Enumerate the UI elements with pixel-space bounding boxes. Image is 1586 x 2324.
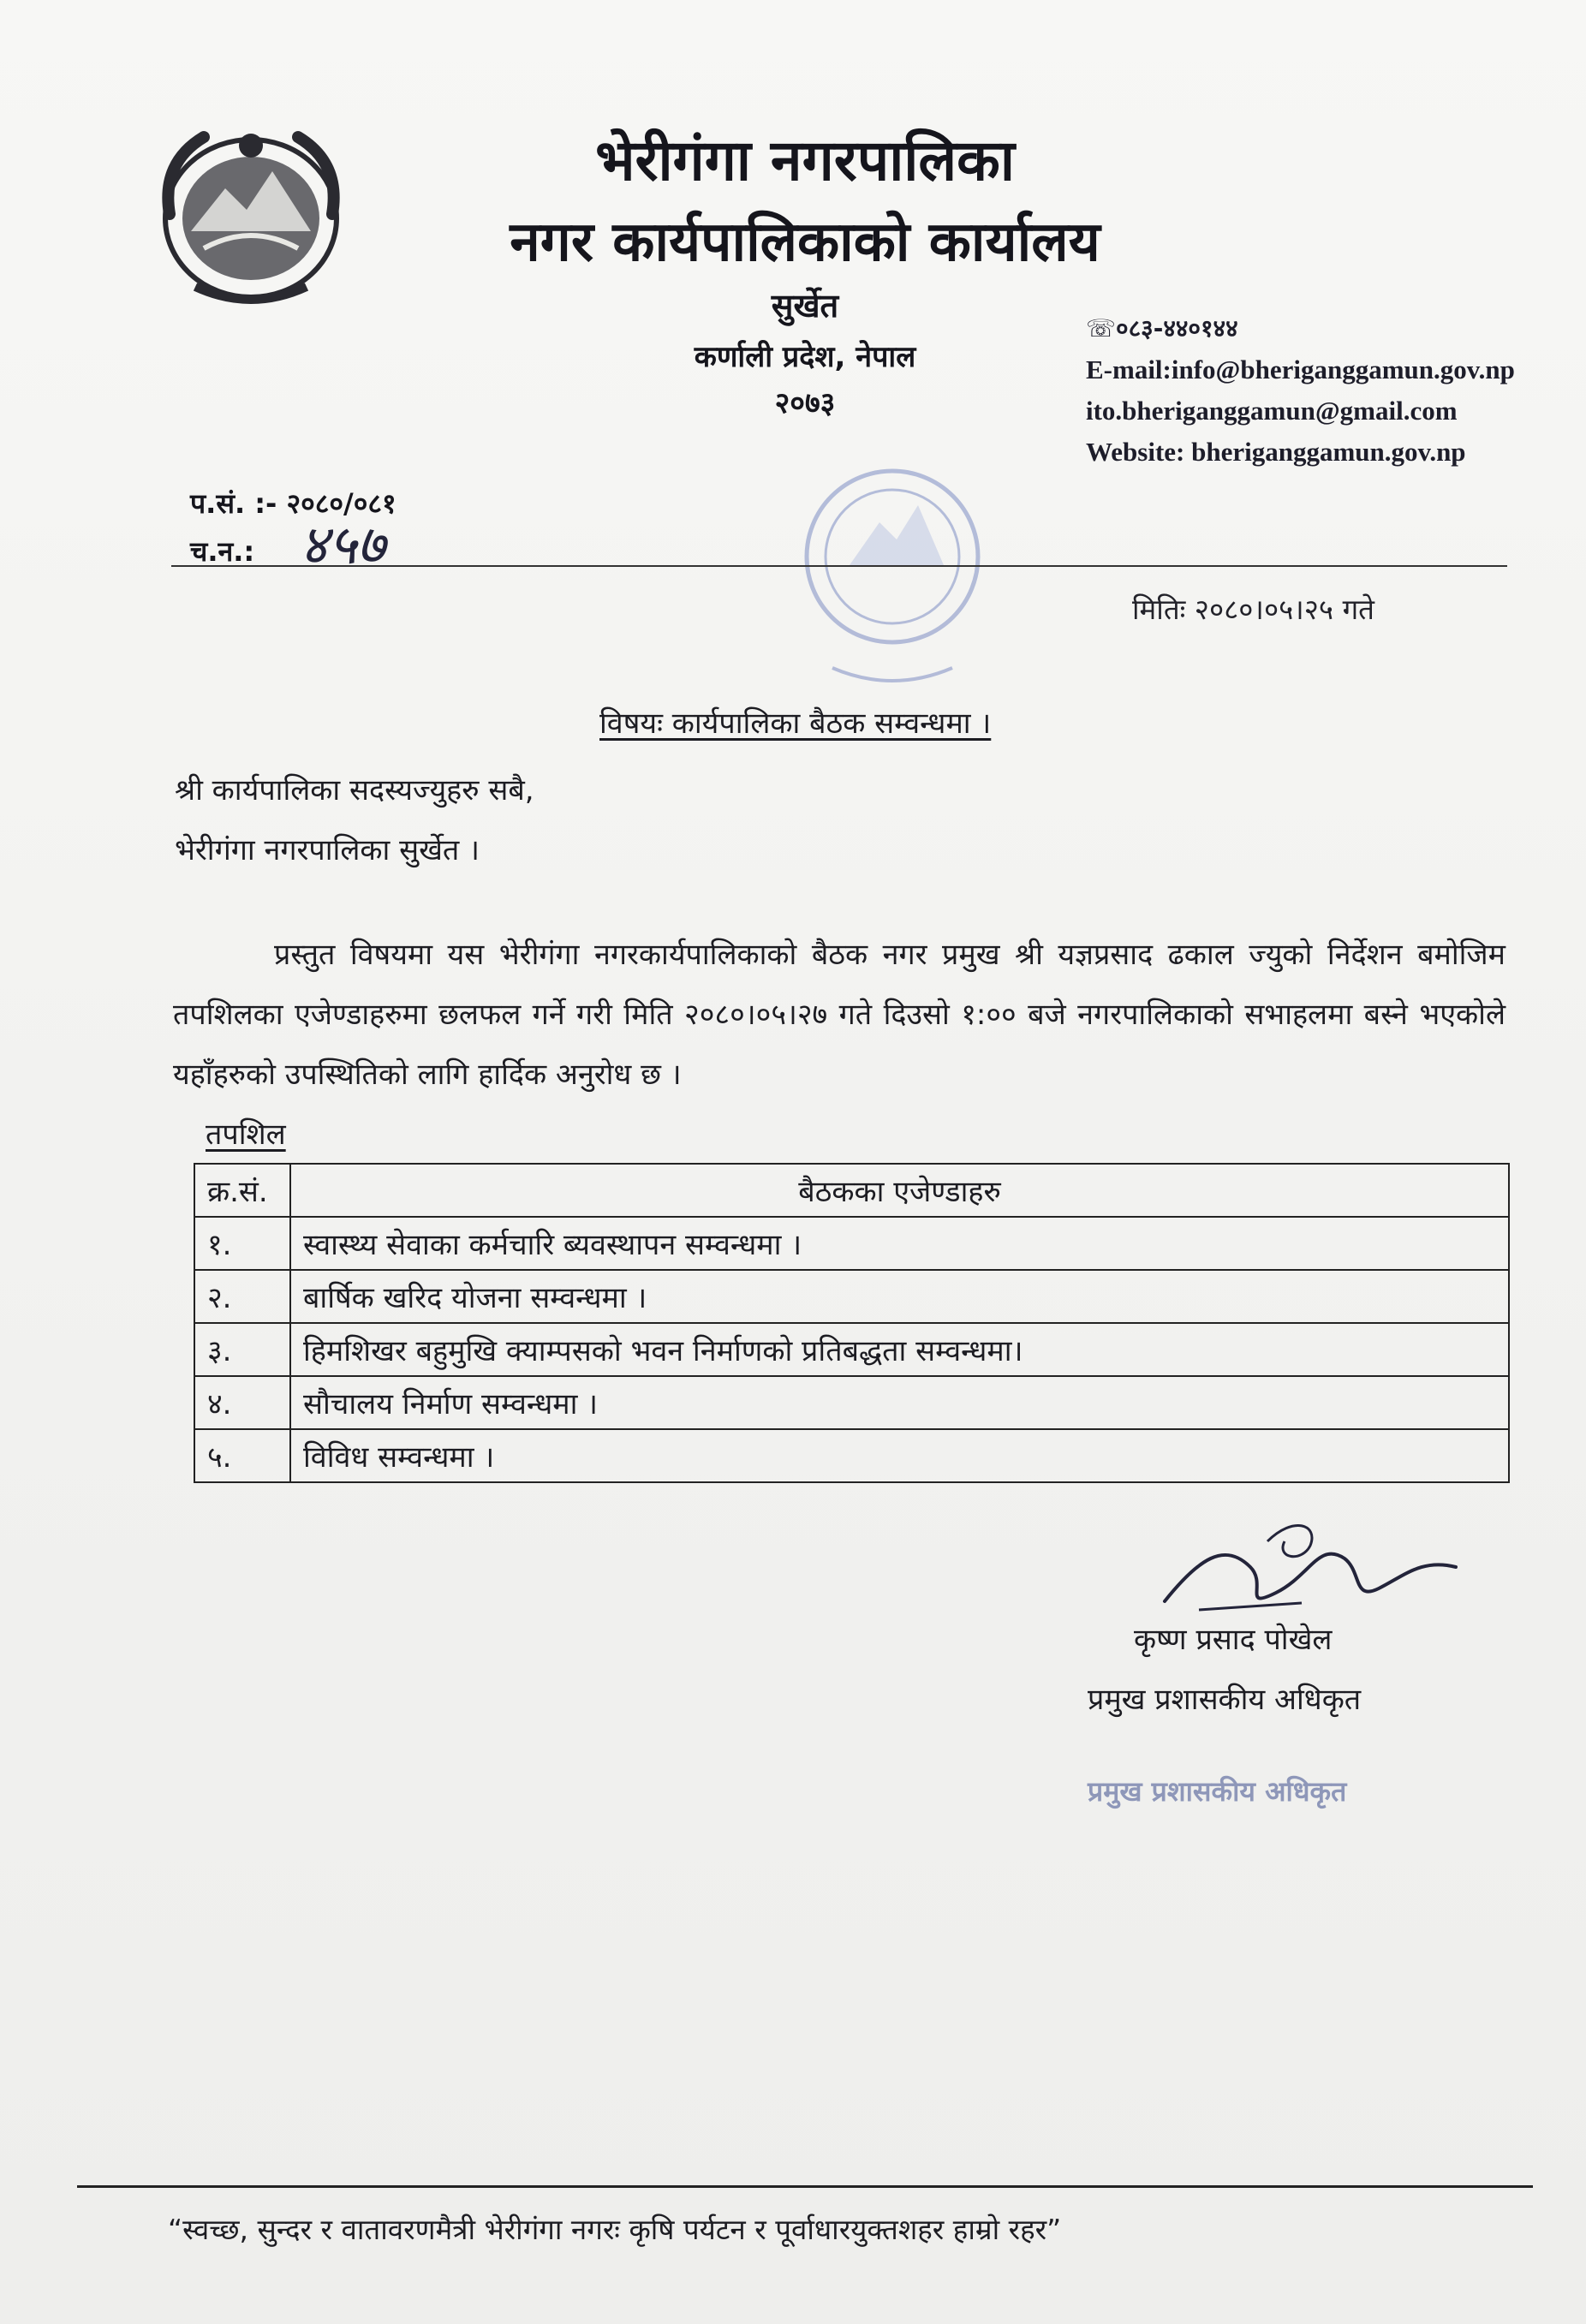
footer-divider: [77, 2185, 1533, 2188]
designation-stamp: प्रमुख प्रशासकीय अधिकृत: [1088, 1775, 1347, 1808]
table-row: [194, 1323, 1509, 1376]
office-name: नगर कार्यपालिकाको कार्यालय: [510, 211, 1100, 274]
contact-block: [1086, 308, 1515, 473]
nepal-emblem-icon: [144, 111, 358, 317]
column-header-serial: क्र.सं.: [194, 1164, 290, 1217]
province-name: कर्णाली प्रदेश, नेपाल: [694, 340, 916, 374]
municipality-name: भेरीगंगा नगरपालिका: [595, 128, 1015, 194]
addressee-line-2: भेरीगंगा नगरपालिका सुर्खेत ।: [175, 833, 480, 867]
dispatch-number-handwritten: ४५७: [300, 514, 385, 577]
phone-number: ☏०८३-४४०१४४: [1086, 314, 1238, 343]
row-agenda: सौचालय निर्माण सम्वन्धमा ।: [290, 1376, 1509, 1429]
office-seal-stamp-icon: [781, 454, 1004, 702]
letter-body: प्रस्तुत विषयमा यस भेरीगंगा नगरकार्यपालिकाको बैठक नगर प्रमुख श्री यज्ञप्रसाद ढकाल ज्युको निर्देशन बमोजिम तपशिलका एजेण्डाहरुमा छलफल गर्ने गरी मिति २०८०।०५।२७ गते दिउसो १:०० बजे नगरपालिकाको सभाहलमा बस्ने भएकोले यहाँहरुको उपस्थितिको लागि हार्दिक अनुरोध छ ।: [173, 938, 1506, 1092]
fiscal-year-ref: प.सं. :- २०८०/०८१: [190, 487, 396, 520]
table-row: [194, 1217, 1509, 1270]
email-address-secondary[interactable]: ito.bheriganggamun@gmail.com: [1086, 396, 1458, 426]
row-agenda: विविध सम्वन्धमा ।: [290, 1429, 1509, 1482]
row-agenda: हिमशिखर बहुमुखि क्याम्पसको भवन निर्माणको प्रतिबद्धता सम्वन्धमा।: [290, 1323, 1509, 1376]
row-agenda: बार्षिक खरिद योजना सम्वन्धमा ।: [290, 1270, 1509, 1323]
table-row: [194, 1376, 1509, 1429]
website-link[interactable]: Website: bheriganggamun.gov.np: [1086, 437, 1466, 467]
letter-subject: विषयः कार्यपालिका बैठक सम्वन्धमा ।: [599, 706, 992, 741]
email-address[interactable]: E-mail:info@bheriganggamun.gov.np: [1086, 355, 1515, 384]
row-serial: १.: [194, 1217, 290, 1270]
agenda-table: [194, 1163, 1510, 1483]
handwritten-signature-icon: [1148, 1507, 1473, 1627]
row-agenda: स्वास्थ्य सेवाका कर्मचारि ब्यवस्थापन सम्वन्धमा ।: [290, 1217, 1509, 1270]
header-divider: [171, 565, 1507, 567]
column-header-agenda: बैठकका एजेण्डाहरु: [290, 1164, 1509, 1217]
row-serial: ३.: [194, 1323, 290, 1376]
row-serial: ४.: [194, 1376, 290, 1429]
schedule-title: तपशिल: [206, 1117, 286, 1152]
table-row: [194, 1270, 1509, 1323]
row-serial: ५.: [194, 1429, 290, 1482]
table-row: [194, 1429, 1509, 1482]
signatory-title: प्रमुख प्रशासकीय अधिकृत: [1088, 1683, 1362, 1717]
dispatch-label: च.न.:: [190, 535, 255, 568]
addressee-line-1: श्री कार्यपालिका सदस्यज्युहरु सबै,: [175, 773, 534, 807]
district-name: सुर्खेत: [771, 287, 839, 325]
signatory-name: कृष्ण प्रसाद पोखेल: [1134, 1623, 1333, 1657]
established-year: २०७३: [774, 386, 836, 420]
letter-date: मितिः २०८०।०५।२५ गते: [1132, 593, 1374, 626]
row-serial: २.: [194, 1270, 290, 1323]
table-header-row: [194, 1164, 1509, 1217]
footer-motto: “स्वच्छ, सुन्दर र वातावरणमैत्री भेरीगंगा नगरः कृषि पर्यटन र पूर्वाधारयुक्तशहर हाम्रो रहर”: [168, 2213, 1062, 2246]
